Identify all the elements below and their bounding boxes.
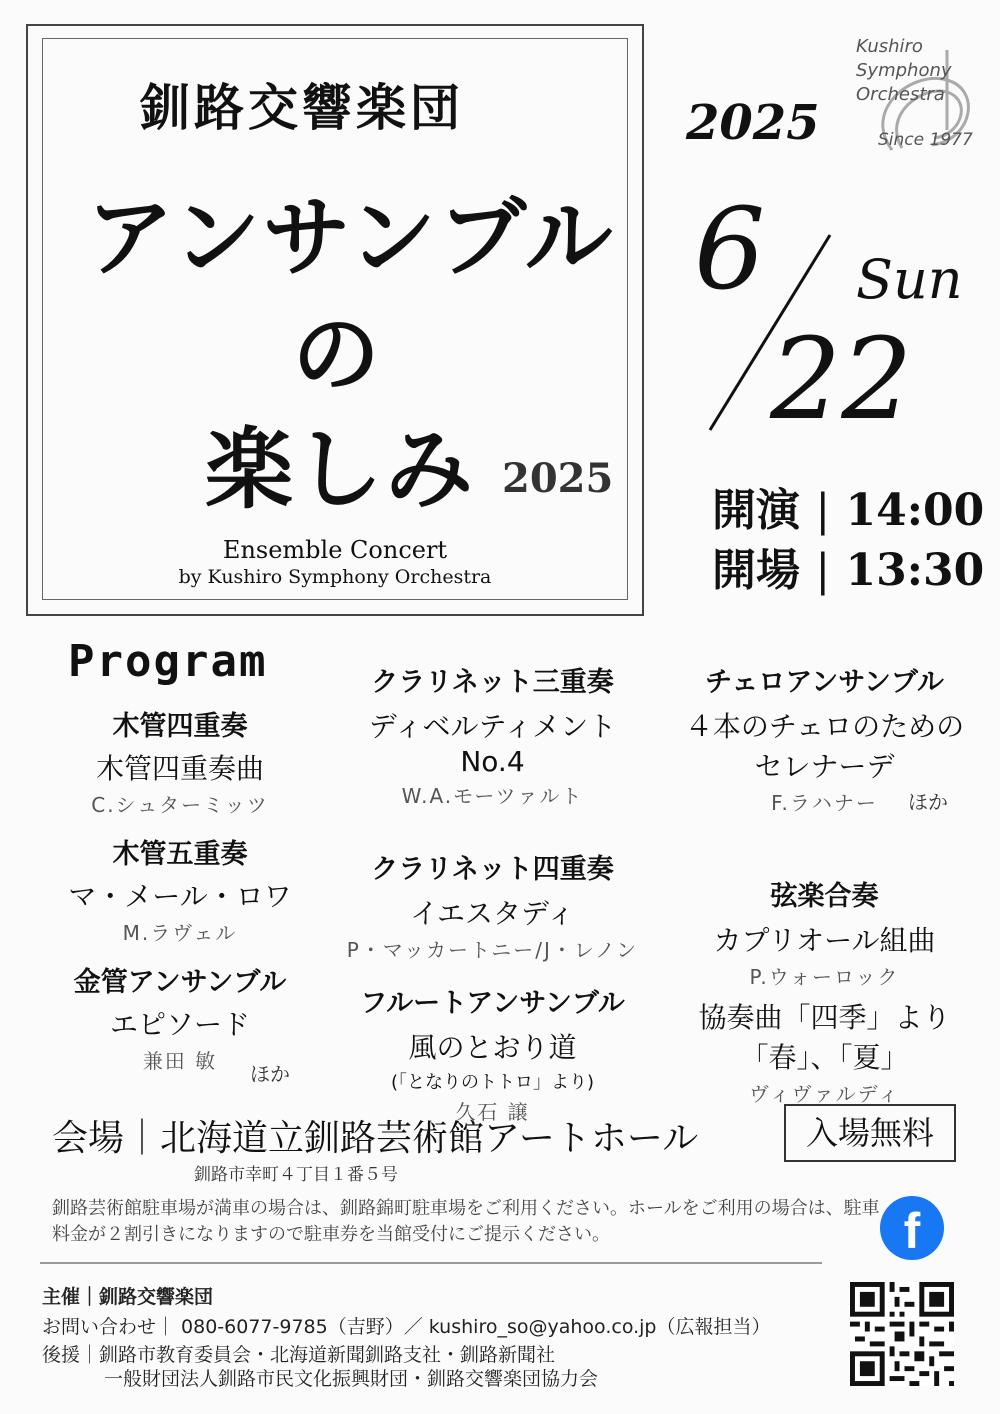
open-time-row xyxy=(712,534,984,598)
start-label: 開演 xyxy=(712,485,800,536)
title-line-1: アンサンブル xyxy=(86,186,615,289)
start-sep: | xyxy=(815,485,831,536)
orchestra-name: 釧路交響楽団 xyxy=(140,79,464,137)
program-composer: P・マッカートニー/J・レノン xyxy=(346,938,639,962)
program-etc-3: ほか xyxy=(908,790,948,814)
program-piece: 木管四重奏曲 xyxy=(95,752,264,785)
start-time: 14:00 xyxy=(845,485,985,536)
english-title: Ensemble Concert xyxy=(222,536,448,564)
program-piece-line-2: 「春」、「夏」 xyxy=(740,1041,909,1074)
logo-text-2: Symphony xyxy=(856,60,952,81)
program-piece: 風のとおり道 xyxy=(408,1031,577,1064)
program-composer: 久石 譲 xyxy=(455,1100,530,1124)
admission-free-badge: 入場無料 xyxy=(784,1104,956,1162)
program-group: 木管四重奏 xyxy=(112,711,248,742)
program-group: クラリネット四重奏 xyxy=(371,854,614,885)
program-group: クラリネット三重奏 xyxy=(371,667,614,698)
qr-code-icon[interactable] xyxy=(850,1282,954,1386)
open-time: 13:30 xyxy=(845,545,985,596)
title-line-2: の xyxy=(292,303,383,406)
venue-address: 釧路市幸町４丁目１番５号 xyxy=(194,1165,398,1185)
program-piece: エピソード xyxy=(109,1008,250,1041)
start-time-row xyxy=(712,474,984,538)
program-heading: Program xyxy=(68,636,268,687)
program-piece: 協奏曲「四季」より xyxy=(698,1001,951,1034)
program-composer: M.ラヴェル xyxy=(122,921,238,945)
program-col-3 xyxy=(672,660,977,1107)
supporters-line-1: 後援｜釧路市教育委員会・北海道新聞釧路支社・釧路新聞社 xyxy=(42,1344,556,1366)
program-group: フルートアンサンブル xyxy=(360,988,625,1019)
program-composer: ヴィヴァルディ xyxy=(749,1082,900,1106)
program-col-1 xyxy=(60,704,300,1074)
logo-text-3: Orchestra xyxy=(856,84,945,105)
program-composer: 兼田 敏 xyxy=(142,1049,218,1073)
host: 主催｜釧路交響楽団 xyxy=(42,1286,214,1308)
program-col-2 xyxy=(340,660,645,1125)
program-group: 弦楽合奏 xyxy=(770,881,879,912)
program-piece: ディベルティメント No.4 xyxy=(368,710,617,778)
program-group: チェロアンサンブル xyxy=(705,667,944,698)
program-group: 木管五重奏 xyxy=(112,839,248,870)
program-piece: イエスタディ xyxy=(410,897,575,930)
program-group: 金管アンサンブル xyxy=(73,967,287,998)
program-composer: C.シュターミッツ xyxy=(91,793,269,817)
program-piece: カプリオール組曲 xyxy=(713,924,936,957)
program-composer: W.A.モーツァルト xyxy=(401,784,584,808)
program-composer: F.ラハナー xyxy=(771,791,878,815)
program-composer: P.ウォーロック xyxy=(749,965,900,989)
divider xyxy=(40,1262,822,1264)
date-day: 22 xyxy=(770,315,913,445)
program-piece-line-2: セレナーデ xyxy=(754,750,895,783)
open-sep: | xyxy=(815,545,831,596)
program-piece: マ・メール・ロワ xyxy=(68,880,292,913)
date-year: 2025 xyxy=(686,95,820,151)
open-label: 開場 xyxy=(712,545,800,596)
title-line-3: 楽しみ xyxy=(205,418,476,521)
orchestra-logo xyxy=(852,30,987,160)
program-etc-1: ほか xyxy=(250,1062,290,1086)
program-piece-subtitle: (「となりのトトロ」より) xyxy=(390,1072,595,1093)
facebook-icon[interactable]: f xyxy=(880,1196,944,1260)
program-piece: ４本のチェロのための xyxy=(684,710,965,743)
logo-since: Since 1977 xyxy=(878,130,973,150)
date-month: 6 xyxy=(694,185,766,315)
supporters-line-2: 一般財団法人釧路市民文化振興財団・釧路交響楽団協力会 xyxy=(104,1368,599,1390)
title-year: 2025 xyxy=(502,455,614,502)
english-subtitle: by Kushiro Symphony Orchestra xyxy=(178,566,492,588)
contact: お問い合わせ｜ 080-6077-9785（吉野）／ kushiro_so@yahoo.co.jp（広報担当） xyxy=(42,1316,771,1338)
venue: 会場｜北海道立釧路芸術館アートホール xyxy=(52,1118,699,1159)
logo-text-1: Kushiro xyxy=(856,36,923,57)
parking-note: 釧路芸術館駐車場が満車の場合は、釧路錦町駐車場をご利用ください。ホールをご利用の場合は、駐車料金が２割引きになりますので駐車券を当館受付にご提示ください。 xyxy=(52,1198,880,1245)
date-weekday: Sun xyxy=(856,248,963,311)
